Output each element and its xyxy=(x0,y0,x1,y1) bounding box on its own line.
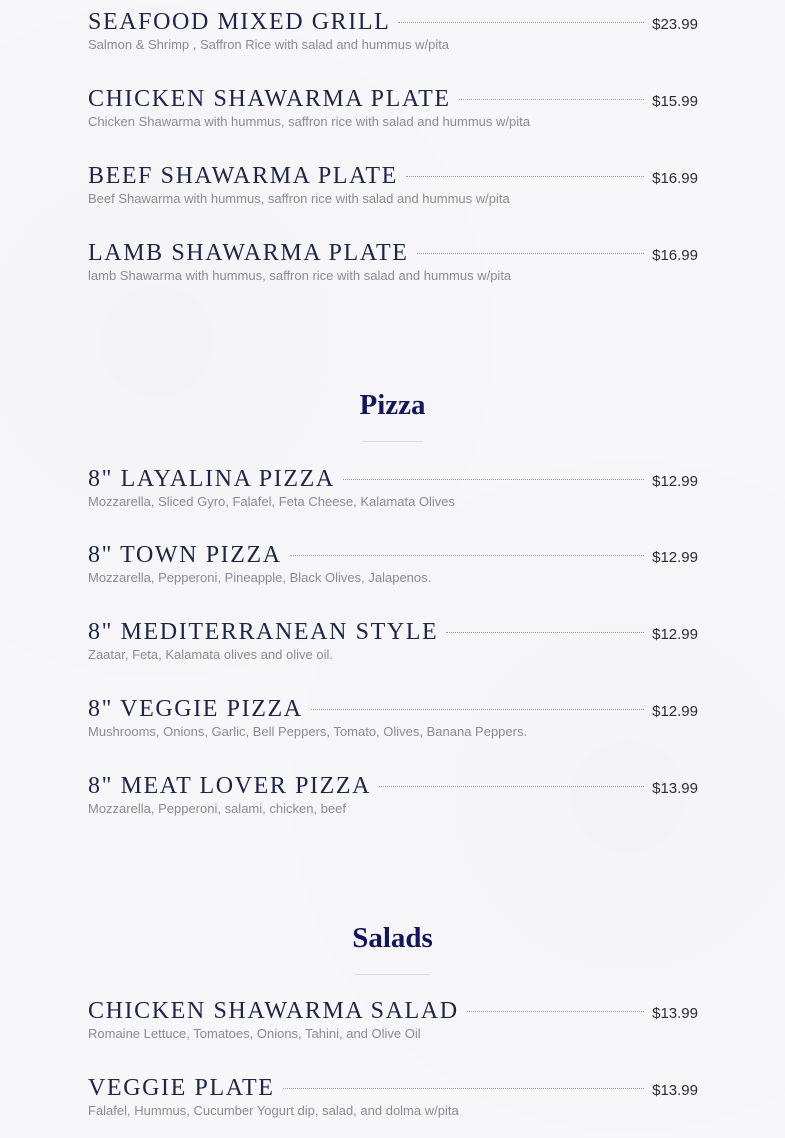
menu-item xyxy=(88,694,698,740)
dotted-leader xyxy=(446,632,644,633)
dotted-leader xyxy=(398,22,644,23)
menu-item xyxy=(88,1073,698,1119)
menu-item-description: Mozzarella, Pepperoni, Pineapple, Black Olives, Jalapenos. xyxy=(88,570,432,585)
menu-item-name: CHICKEN SHAWARMA SALAD xyxy=(88,998,459,1024)
menu-item-name: 8" MEAT LOVER PIZZA xyxy=(88,773,372,799)
menu-item-price: $13.99 xyxy=(652,780,698,797)
menu-item-name: LAMB SHAWARMA PLATE xyxy=(88,240,409,266)
dotted-leader xyxy=(379,786,644,787)
menu-item-price: $23.99 xyxy=(652,16,698,33)
section-divider xyxy=(355,974,430,975)
dotted-leader xyxy=(467,1011,644,1012)
dotted-leader xyxy=(406,176,644,177)
menu-item-description: Chicken Shawarma with hummus, saffron rice with salad and hummus w/pita xyxy=(88,114,530,129)
menu-item-name: CHICKEN SHAWARMA PLATE xyxy=(88,86,451,112)
menu-item-name: 8" TOWN PIZZA xyxy=(88,542,282,568)
menu-item-name: 8" MEDITERRANEAN STYLE xyxy=(88,619,439,645)
dotted-leader xyxy=(417,253,645,254)
menu-item xyxy=(88,617,698,663)
menu-item-price: $13.99 xyxy=(652,1005,698,1022)
menu-item-price: $12.99 xyxy=(652,626,698,643)
dotted-leader xyxy=(283,1088,645,1089)
menu-item-price: $12.99 xyxy=(652,549,698,566)
section-divider xyxy=(362,441,423,442)
menu-item-price: $13.99 xyxy=(652,1082,698,1099)
section-title-pizza: Pizza xyxy=(359,389,426,421)
menu-item-price: $16.99 xyxy=(652,247,698,264)
menu-item-price: $12.99 xyxy=(652,473,698,490)
menu-item xyxy=(88,771,698,817)
menu-item-name: VEGGIE PLATE xyxy=(88,1075,275,1101)
menu-item-description: Falafel, Hummus, Cucumber Yogurt dip, salad, and dolma w/pita xyxy=(88,1103,459,1118)
menu-item-price: $12.99 xyxy=(652,703,698,720)
menu-item-price: $16.99 xyxy=(652,170,698,187)
menu-item xyxy=(88,238,698,284)
menu-item xyxy=(88,464,698,510)
menu-item xyxy=(88,161,698,207)
menu-item xyxy=(88,7,698,53)
menu-item xyxy=(88,996,698,1042)
dotted-leader xyxy=(311,709,644,710)
menu-item-name: 8" VEGGIE PIZZA xyxy=(88,696,303,722)
menu-item-name: SEAFOOD MIXED GRILL xyxy=(88,9,391,35)
dotted-leader xyxy=(459,99,644,100)
menu-item xyxy=(88,84,698,130)
menu-item-description: Mushrooms, Onions, Garlic, Bell Peppers, Tomato, Olives, Banana Peppers. xyxy=(88,724,528,739)
menu-item-description: lamb Shawarma with hummus, saffron rice with salad and hummus w/pita xyxy=(88,268,512,283)
menu-item-description: Romaine Lettuce, Tomatoes, Onions, Tahini, and Olive Oil xyxy=(88,1026,421,1041)
dotted-leader xyxy=(343,479,644,480)
menu-item-description: Mozzarella, Pepperoni, salami, chicken, beef xyxy=(88,801,346,816)
menu-item-name: BEEF SHAWARMA PLATE xyxy=(88,163,398,189)
menu-item-description: Zaatar, Feta, Kalamata olives and olive oil. xyxy=(88,647,333,662)
section-title-salads: Salads xyxy=(352,922,433,954)
menu-item-name: 8" LAYALINA PIZZA xyxy=(88,466,335,492)
menu-item-price: $15.99 xyxy=(652,93,698,110)
dotted-leader xyxy=(290,555,644,556)
menu-item-description: Salmon & Shrimp , Saffron Rice with salad and hummus w/pita xyxy=(88,37,450,52)
menu-item-description: Mozzarella, Sliced Gyro, Falafel, Feta Cheese, Kalamata Olives xyxy=(88,494,456,509)
menu-item-description: Beef Shawarma with hummus, saffron rice with salad and hummus w/pita xyxy=(88,191,510,206)
menu-item xyxy=(88,540,698,586)
